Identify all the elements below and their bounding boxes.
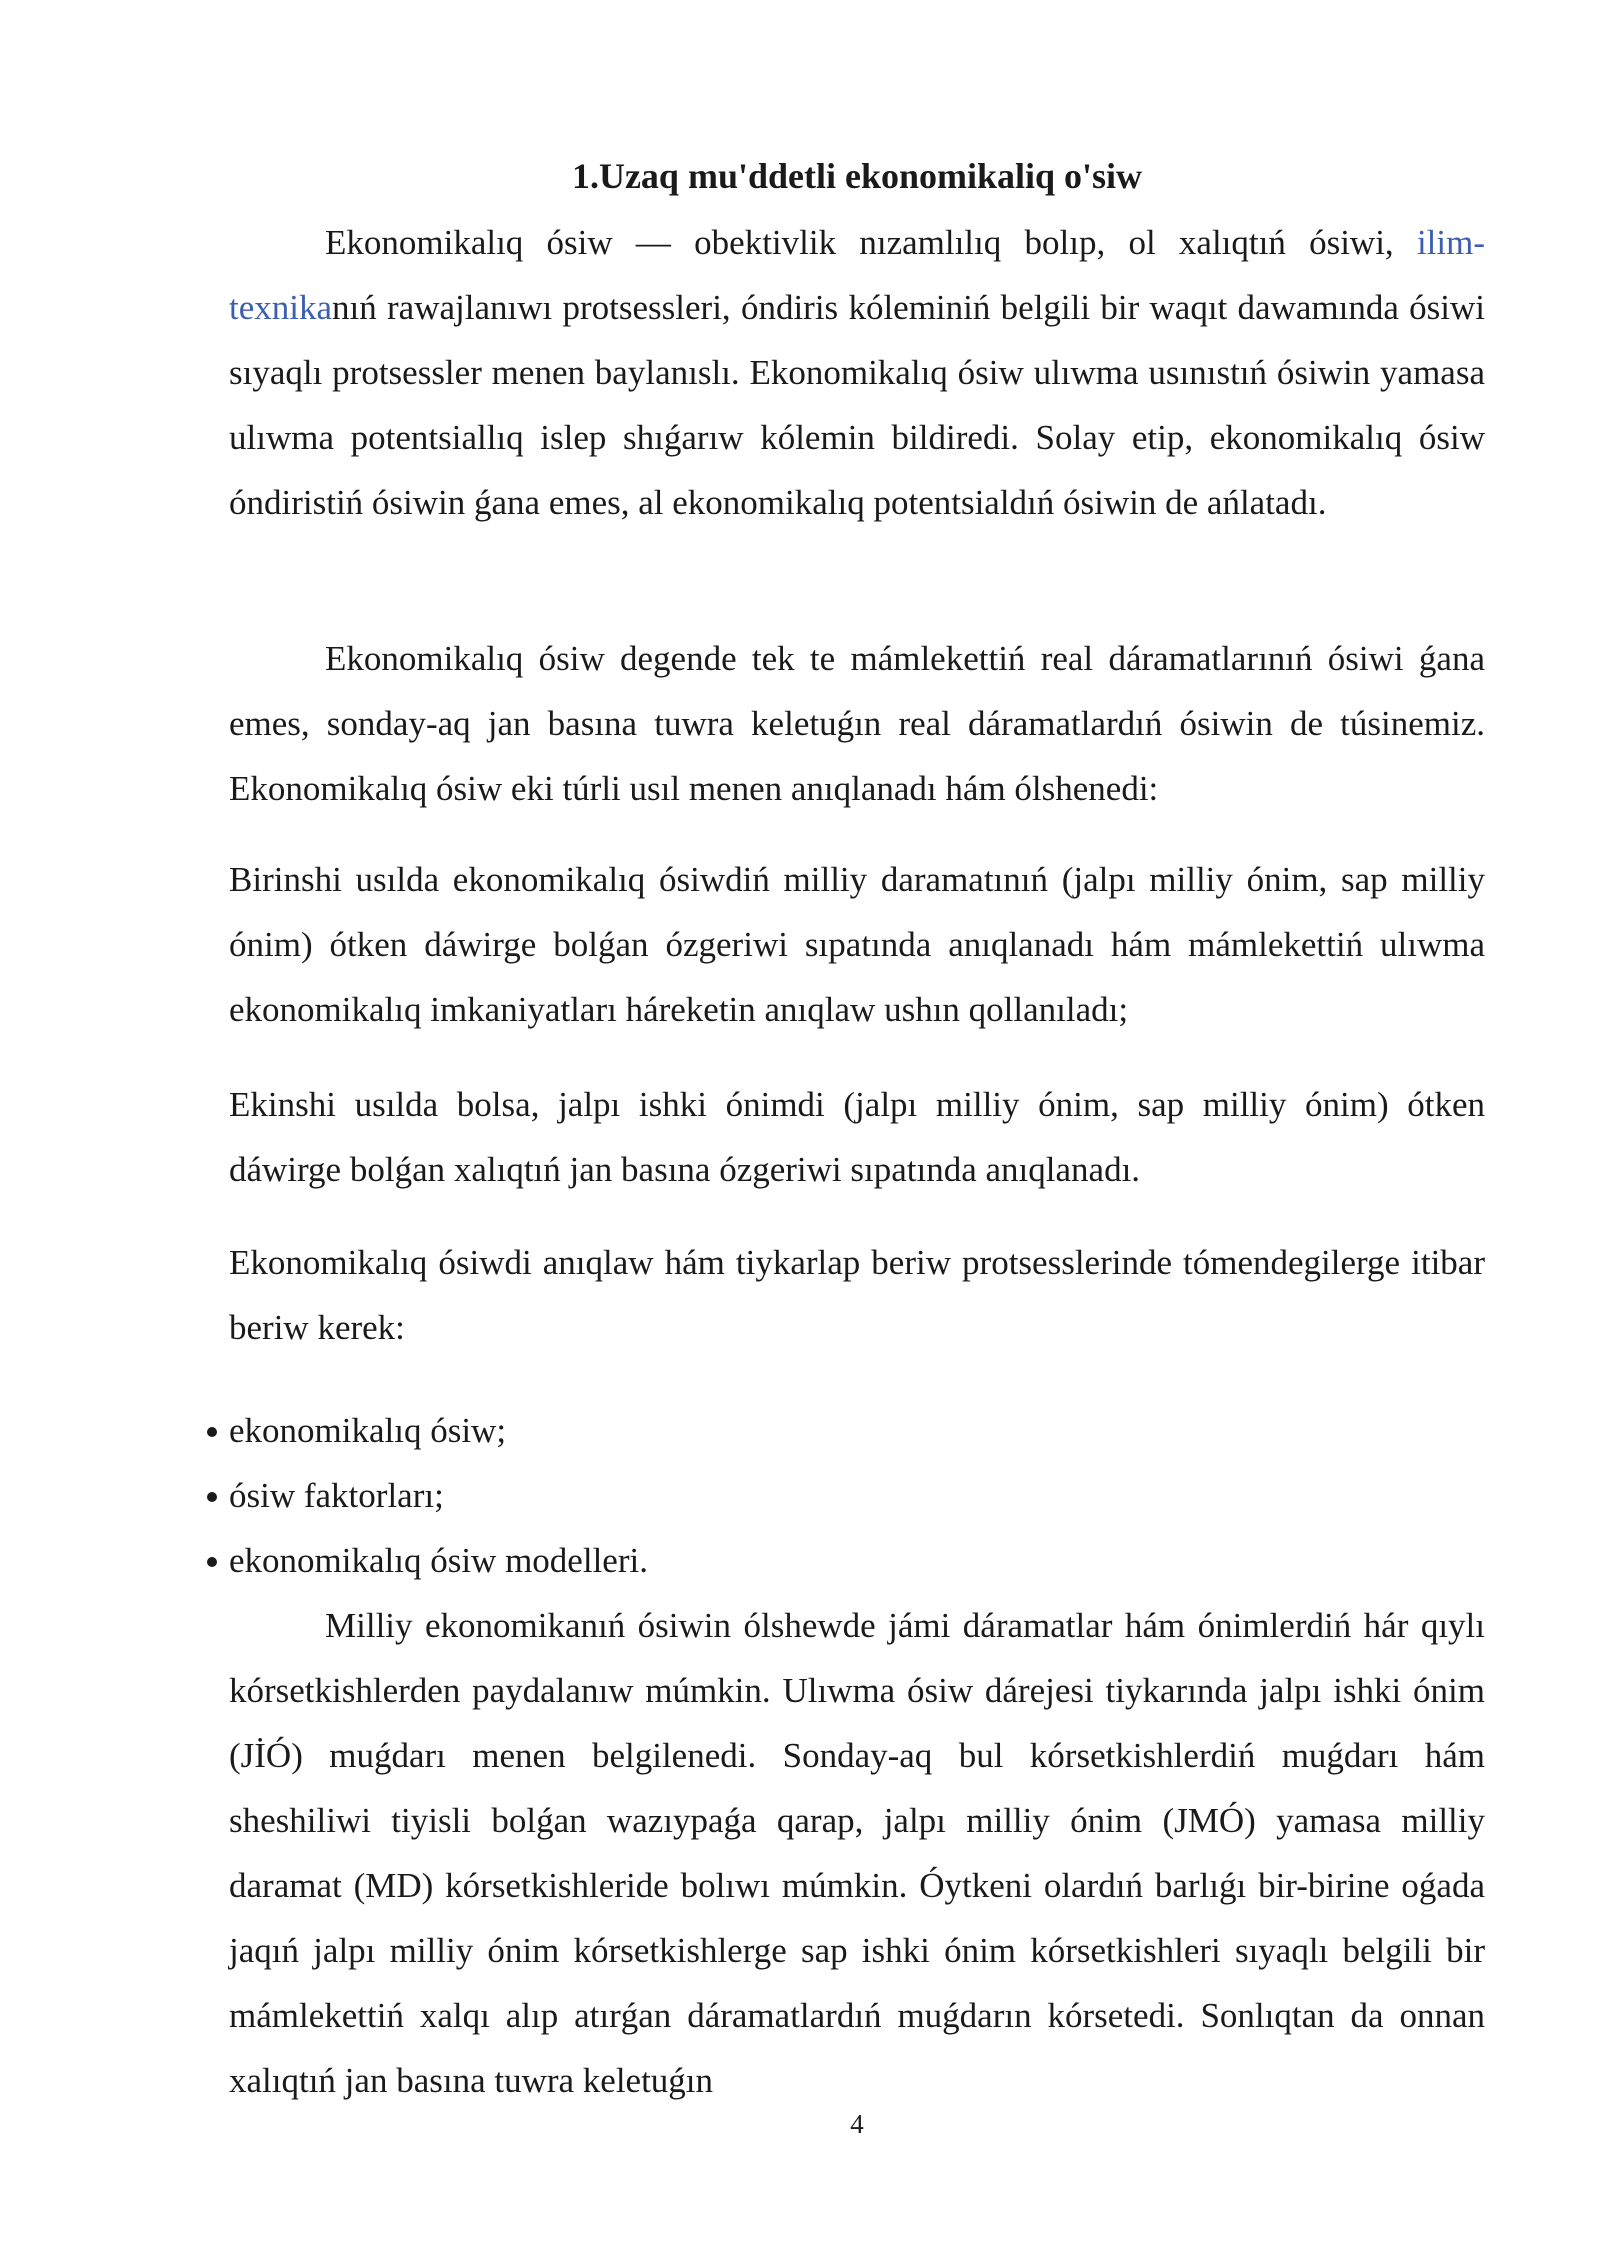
list-item [229, 1463, 1485, 1528]
bullet-icon [207, 1557, 217, 1567]
paragraph-national-economy-measurement: Milliy ekonomikanıń ósiwin ólshewde jámi dáramatlar hám ónimlerdiń hár qıylı kórsetkishlerden paydalanıw múmkin. Ulıwma ósiw dárejesi tiykarında jalpı ishki ónim (JİÓ) muǵdarı menen belgilenedi. Sonday-aq bul kórsetkishlerdiń muǵdarı hám sheshiliwi tiyisli bolǵan wazıypaǵa qarap, jalpı milliy ónim (JMÓ) yamasa milliy daramat (MD) kórsetkishleride bolıwı múmkin. Óytkeni olardıń barlıǵı bir-birine oǵada jaqıń jalpı milliy ónim kórsetkishlerge sap ishki ónim kórsetkishleri sıyaqlı belgili bir mámlekettiń xalqı alıp atırǵan dáramatlardıń muǵdarın kórsetedi. Sonlıqtan da onnan xalıqtıń jan basına tuwra keletuǵın [229, 1606, 1485, 2100]
section-title: 1.Uzaq mu'ddetli ekonomikaliq o'siw [571, 156, 1143, 196]
list-item [229, 1528, 1485, 1593]
list-item-text: ekonomikalıq ósiw; [229, 1411, 507, 1450]
ilim-texnika-link[interactable]: ilim-texnika [229, 223, 1485, 327]
paragraph-real-income: Ekonomikalıq ósiw degende tek te mámlekettiń real dáramatlarınıń ósiwi ǵana emes, sonday-aq jan basına tuwra keletuǵın real dáramatlardıń ósiwin de túsinemiz. Ekonomikalıq ósiw eki túrli usıl menen anıqlanadı hám ólshenedi: [229, 639, 1485, 808]
paragraph-text: Ekonomikalıq ósiw — obektivlik nızamlılıq bolıp, ol xalıqtıń ósiwi, [325, 223, 1417, 262]
paragraph-second-method: Ekinshi usılda bolsa, jalpı ishki ónimdi (jalpı milliy ónim, sap milliy ónim) ótken dáwirge bolǵan xalıqtıń jan basına ózgeriwi sıpatında anıqlanadı. [229, 1085, 1485, 1189]
list-item-text: ekonomikalıq ósiw modelleri. [229, 1541, 648, 1580]
growth-topics-list [229, 1398, 1485, 1593]
bullet-icon [207, 1427, 217, 1437]
list-item-text: ósiw faktorları; [229, 1476, 444, 1515]
paragraph-economic-growth-definition [229, 210, 1485, 535]
paragraph-first-method: Birinshi usılda ekonomikalıq ósiwdiń milliy daramatınıń (jalpı milliy ónim, sap milliy ónim) ótken dáwirge bolǵan ózgeriwi sıpatında anıqlanadı hám mámlekettiń ulıwma ekonomikalıq imkaniyatları háreketin anıqlaw ushın qollanıladı; [229, 860, 1485, 1029]
paragraph-attention-list-intro: Ekonomikalıq ósiwdi anıqlaw hám tiykarlap beriw protsesslerinde tómendegilerge itibar beriw kerek: [229, 1243, 1485, 1347]
page-number: 4 [850, 2109, 864, 2139]
list-item [229, 1398, 1485, 1463]
paragraph-text: nıń rawajlanıwı protsessleri, óndiris kóleminiń belgili bir waqıt dawamında ósiwi sıyaqlı protsessler menen baylanıslı. Ekonomikalıq ósiw ulıwma usınıstıń ósiwin yamasa ulıwma potentsiallıq islep shıǵarıw kólemin bildiredi. Solay etip, ekonomikalıq ósiw óndiristiń ósiwin ǵana emes, al ekonomikalıq potentsialdıń ósiwin de ańlatadı. [229, 288, 1485, 522]
document-page [229, 0, 1485, 2262]
bullet-icon [207, 1492, 217, 1502]
